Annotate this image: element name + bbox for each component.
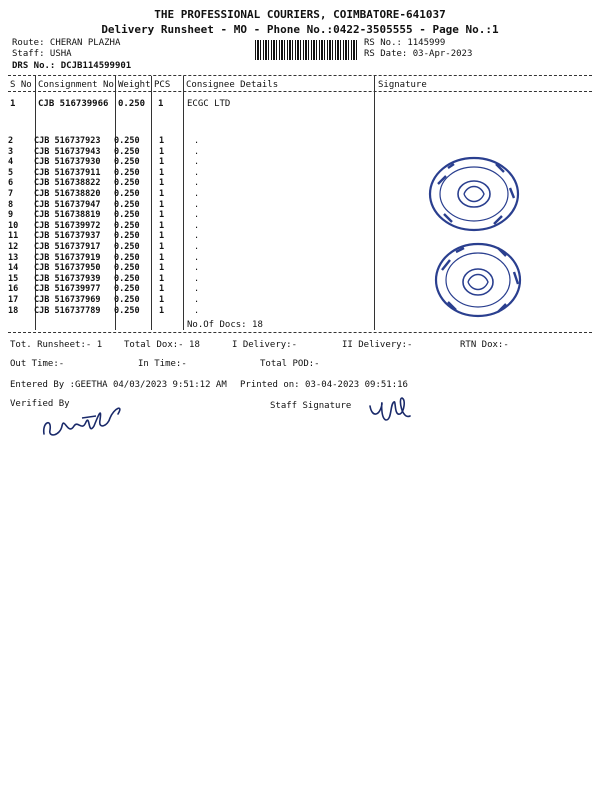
row-consignment: CJB 516737923 (34, 136, 101, 146)
row-consignment: CJB 516737969 (34, 294, 101, 305)
row-sno: 18 (8, 305, 19, 316)
row-consignee: . (194, 305, 200, 316)
table-row (8, 136, 254, 147)
row-consignee: . (194, 157, 200, 168)
row-pcs: 1 (159, 284, 165, 295)
table-row (8, 221, 254, 232)
table-row (8, 168, 254, 179)
row-sno: 8 (8, 199, 14, 210)
row-pcs: 1 (159, 146, 165, 157)
row-consignment: CJB 516737917 (34, 241, 101, 252)
row-consignee: . (194, 294, 200, 305)
row-pcs: 1 (159, 252, 165, 263)
row-sno: 6 (8, 178, 14, 189)
tot-runsheet: Tot. Runsheet:- 1 (10, 340, 103, 350)
row-consignee: . (194, 167, 200, 178)
table-row (8, 263, 254, 274)
row-sno: 11 (8, 231, 19, 242)
ecgc-seal-icon (430, 240, 526, 320)
row-1-weight: 0.250 (118, 99, 146, 109)
staff-signature-icon (366, 394, 416, 426)
row-pcs: 1 (159, 231, 165, 242)
row-weight: 0.250 (114, 273, 140, 284)
row-consignment: CJB 516737789 (34, 305, 101, 316)
row-sno: 5 (8, 167, 14, 178)
rtn-dox: RTN Dox:- (460, 340, 509, 350)
row-weight: 0.250 (114, 220, 140, 231)
row-consignee: . (194, 178, 200, 189)
col-signature: Signature (378, 80, 427, 90)
row-consignee: . (194, 263, 200, 274)
company-title: THE PROFESSIONAL COURIERS, COIMBATORE-641037 (154, 8, 446, 21)
row-weight: 0.250 (114, 284, 140, 295)
row-weight: 0.250 (114, 188, 140, 199)
row-sno: 17 (8, 294, 19, 305)
row-consignment: CJB 516737947 (34, 199, 101, 210)
table-bottom-rule (8, 332, 592, 333)
consignment-table (8, 136, 254, 316)
row-weight: 0.250 (114, 252, 140, 263)
row-pcs: 1 (159, 178, 165, 189)
row-weight: 0.250 (114, 241, 140, 252)
row-consignment: CJB 516737943 (34, 146, 101, 157)
col-details: Consignee Details (186, 80, 279, 90)
table-row (8, 242, 254, 253)
row-consignment: CJB 516737937 (34, 231, 101, 242)
route-label: Route: CHERAN PLAZHA (12, 38, 121, 48)
row-1-pcs: 1 (158, 99, 164, 109)
row-pcs: 1 (159, 241, 165, 252)
table-row (8, 253, 254, 264)
row-consignment: CJB 516737919 (34, 252, 101, 263)
table-row (8, 189, 254, 200)
row-consignment: CJB 516739977 (34, 284, 101, 295)
row-consignment: CJB 516738820 (34, 188, 101, 199)
row-consignee: . (194, 210, 200, 221)
row-weight: 0.250 (114, 146, 140, 157)
row-weight: 0.250 (114, 210, 140, 221)
ecgc-seal-icon (424, 154, 524, 234)
table-row (8, 284, 254, 295)
row-weight: 0.250 (114, 199, 140, 210)
in-time: In Time:- (138, 359, 187, 369)
total-dox: Total Dox:- 18 (124, 340, 200, 350)
row-consignment: CJB 516737911 (34, 167, 101, 178)
col-sno: S No (10, 80, 32, 90)
table-row (8, 306, 254, 317)
row-consignee: . (194, 231, 200, 242)
total-pod: Total POD:- (260, 359, 320, 369)
row-consignee: . (194, 241, 200, 252)
col-divider (374, 76, 375, 330)
header-rule (8, 91, 592, 92)
table-row (8, 231, 254, 242)
col-weight: Weight (118, 80, 151, 90)
row-pcs: 1 (159, 157, 165, 168)
row-sno: 13 (8, 252, 19, 263)
entered-by: Entered By :GEETHA 04/03/2023 9:51:12 AM (10, 380, 227, 390)
row-consignee: . (194, 199, 200, 210)
row-consignment: CJB 516739972 (34, 220, 101, 231)
table-row (8, 178, 254, 189)
staff-signature-label: Staff Signature (270, 401, 352, 411)
row-consignment: CJB 516737930 (34, 157, 101, 168)
row-consignee: . (194, 220, 200, 231)
row-consignee: . (194, 284, 200, 295)
row-consignment: CJB 516737950 (34, 263, 101, 274)
row-sno: 16 (8, 284, 19, 295)
row-pcs: 1 (159, 263, 165, 274)
col-pcs: PCS (154, 80, 171, 90)
verifier-signature-icon (38, 396, 128, 446)
top-rule (8, 75, 592, 76)
ii-delivery: II Delivery:- (342, 340, 413, 350)
row-1-consignee: ECGC LTD (187, 99, 231, 109)
row-sno: 10 (8, 220, 19, 231)
row-weight: 0.250 (114, 305, 140, 316)
row-pcs: 1 (159, 210, 165, 221)
row-sno: 9 (8, 210, 14, 221)
table-row (8, 147, 254, 158)
row-weight: 0.250 (114, 294, 140, 305)
row-pcs: 1 (159, 273, 165, 284)
row-pcs: 1 (159, 136, 165, 146)
table-row (8, 157, 254, 168)
table-row (8, 295, 254, 306)
row-pcs: 1 (159, 199, 165, 210)
row-pcs: 1 (159, 167, 165, 178)
row-sno: 15 (8, 273, 19, 284)
barcode-icon (255, 40, 357, 60)
row-sno: 2 (8, 136, 14, 146)
row-consignee: . (194, 146, 200, 157)
staff-label: Staff: USHA (12, 49, 72, 59)
i-delivery: I Delivery:- (232, 340, 298, 350)
no-of-docs: No.Of Docs: 18 (187, 320, 263, 330)
row-consignee: . (194, 273, 200, 284)
row-consignee: . (194, 136, 200, 146)
row-pcs: 1 (159, 294, 165, 305)
out-time: Out Time:- (10, 359, 65, 369)
row-weight: 0.250 (114, 231, 140, 242)
row-sno: 7 (8, 188, 14, 199)
row-1-sno: 1 (10, 99, 16, 109)
row-consignment: CJB 516738819 (34, 210, 101, 221)
table-row (8, 274, 254, 285)
row-consignee: . (194, 252, 200, 263)
row-weight: 0.250 (114, 136, 140, 146)
row-pcs: 1 (159, 305, 165, 316)
table-row (8, 210, 254, 221)
row-sno: 3 (8, 146, 14, 157)
printed-on: Printed on: 03-04-2023 09:51:16 (240, 380, 408, 390)
runsheet-title: Delivery Runsheet - MO - Phone No.:0422-3505555 - Page No.:1 (101, 23, 499, 36)
row-pcs: 1 (159, 188, 165, 199)
row-weight: 0.250 (114, 178, 140, 189)
row-weight: 0.250 (114, 263, 140, 274)
row-pcs: 1 (159, 220, 165, 231)
verified-by: Verified By (10, 399, 70, 409)
row-consignee: . (194, 188, 200, 199)
rs-date: RS Date: 03-Apr-2023 (364, 49, 473, 59)
table-row (8, 200, 254, 211)
col-consignment: Consignment No (38, 80, 114, 90)
row-consignment: CJB 516738822 (34, 178, 101, 189)
row-1-consignment: CJB 516739966 (38, 99, 109, 109)
drs-number: DRS No.: DCJB114599901 (12, 61, 132, 71)
row-consignment: CJB 516737939 (34, 273, 101, 284)
row-sno: 12 (8, 241, 19, 252)
row-sno: 4 (8, 157, 14, 168)
rs-number: RS No.: 1145999 (364, 38, 446, 48)
row-sno: 14 (8, 263, 19, 274)
row-weight: 0.250 (114, 167, 140, 178)
row-weight: 0.250 (114, 157, 140, 168)
